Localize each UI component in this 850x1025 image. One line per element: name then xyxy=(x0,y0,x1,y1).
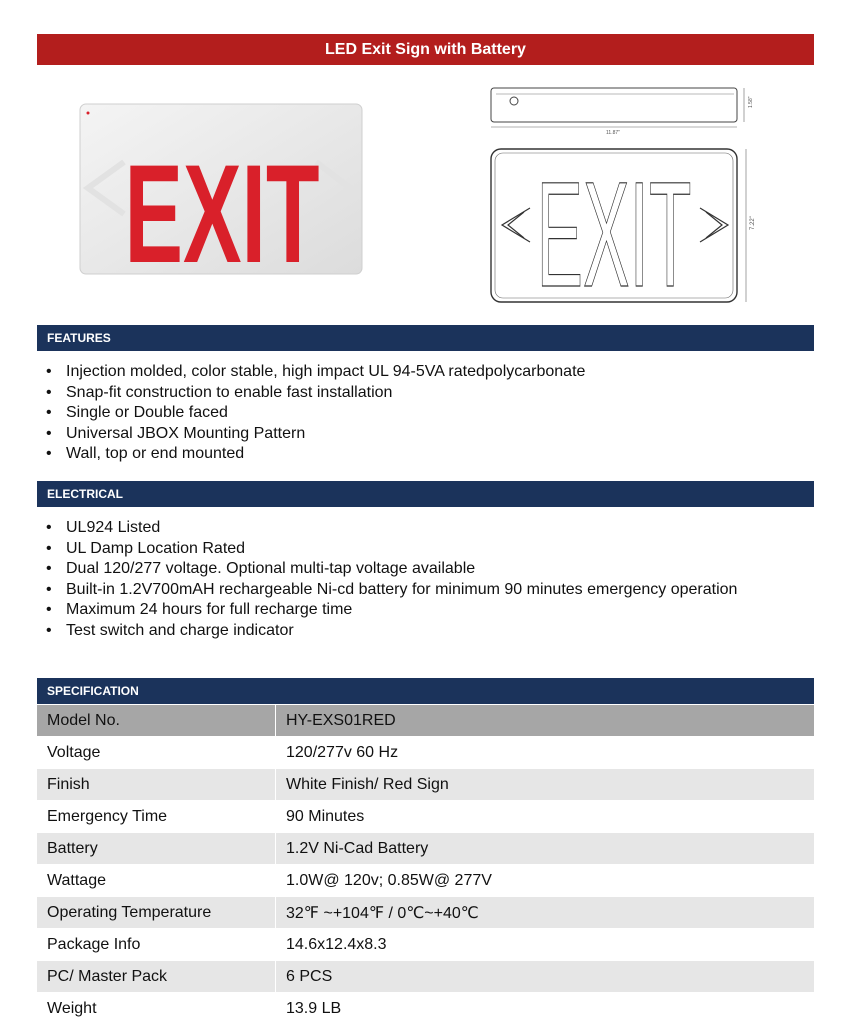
electrical-list xyxy=(44,518,737,642)
list-item: • Built-in 1.2V700mAH rechargeable Ni-cd battery for minimum 90 minutes emergency operation xyxy=(44,580,737,601)
features-section-header xyxy=(37,325,814,351)
list-item: • Single or Double faced xyxy=(44,403,585,424)
width-dimension: 11.87" xyxy=(606,130,620,136)
spec-value: 32℉ ~+104℉ / 0℃~+40℃ xyxy=(276,897,815,929)
spec-value: 1.2V Ni-Cad Battery xyxy=(276,833,815,865)
list-item: • Universal JBOX Mounting Pattern xyxy=(44,424,585,445)
photo-exit-text: EXIT xyxy=(124,135,320,288)
table-row xyxy=(37,897,814,929)
spec-label: PC/ Master Pack xyxy=(37,961,276,993)
features-list xyxy=(44,362,585,465)
drawing-exit-text: EXIT xyxy=(536,150,692,310)
list-item: • Dual 120/277 voltage. Optional multi-tap voltage available xyxy=(44,559,737,580)
electrical-section-header xyxy=(37,481,814,507)
spec-value: 14.6x12.4x8.3 xyxy=(276,929,815,961)
table-row xyxy=(37,865,814,897)
product-photo xyxy=(72,92,372,288)
list-item: • Snap-fit construction to enable fast installation xyxy=(44,383,585,404)
spec-label: Voltage xyxy=(37,737,276,769)
spec-label: Operating Temperature xyxy=(37,897,276,929)
spec-value: 1.0W@ 120v; 0.85W@ 277V xyxy=(276,865,815,897)
page-title-bar xyxy=(37,34,814,65)
spec-value: 120/277v 60 Hz xyxy=(276,737,815,769)
features-heading: FEATURES xyxy=(47,331,111,345)
spec-label: Weight xyxy=(37,993,276,1025)
spec-value: 6 PCS xyxy=(276,961,815,993)
table-row xyxy=(37,769,814,801)
table-row xyxy=(37,737,814,769)
table-row xyxy=(37,993,814,1025)
specification-heading: SPECIFICATION xyxy=(47,684,139,698)
spec-label: Emergency Time xyxy=(37,801,276,833)
spec-value: 90 Minutes xyxy=(276,801,815,833)
spec-value: White Finish/ Red Sign xyxy=(276,769,815,801)
specification-table xyxy=(37,705,814,1025)
spec-value: HY-EXS01RED xyxy=(276,705,815,737)
list-item: • UL924 Listed xyxy=(44,518,737,539)
depth-dimension: 1.58" xyxy=(748,96,754,108)
height-dimension: 7.22" xyxy=(750,216,756,230)
spec-label: Wattage xyxy=(37,865,276,897)
table-row xyxy=(37,833,814,865)
spec-value: 13.9 LB xyxy=(276,993,815,1025)
list-item: • Test switch and charge indicator xyxy=(44,621,737,642)
table-row xyxy=(37,929,814,961)
table-row xyxy=(37,705,814,737)
table-row xyxy=(37,801,814,833)
spec-label: Package Info xyxy=(37,929,276,961)
list-item: • Injection molded, color stable, high impact UL 94-5VA ratedpolycarbonate xyxy=(44,362,585,383)
page-title: LED Exit Sign with Battery xyxy=(325,40,526,58)
list-item: • Maximum 24 hours for full recharge time xyxy=(44,600,737,621)
electrical-heading: ELECTRICAL xyxy=(47,487,123,501)
spec-label: Battery xyxy=(37,833,276,865)
dimension-drawing xyxy=(484,80,764,310)
list-item: • Wall, top or end mounted xyxy=(44,444,585,465)
specification-section-header xyxy=(37,678,814,704)
spec-label: Finish xyxy=(37,769,276,801)
spec-label: Model No. xyxy=(37,705,276,737)
list-item: • UL Damp Location Rated xyxy=(44,539,737,560)
table-row xyxy=(37,961,814,993)
